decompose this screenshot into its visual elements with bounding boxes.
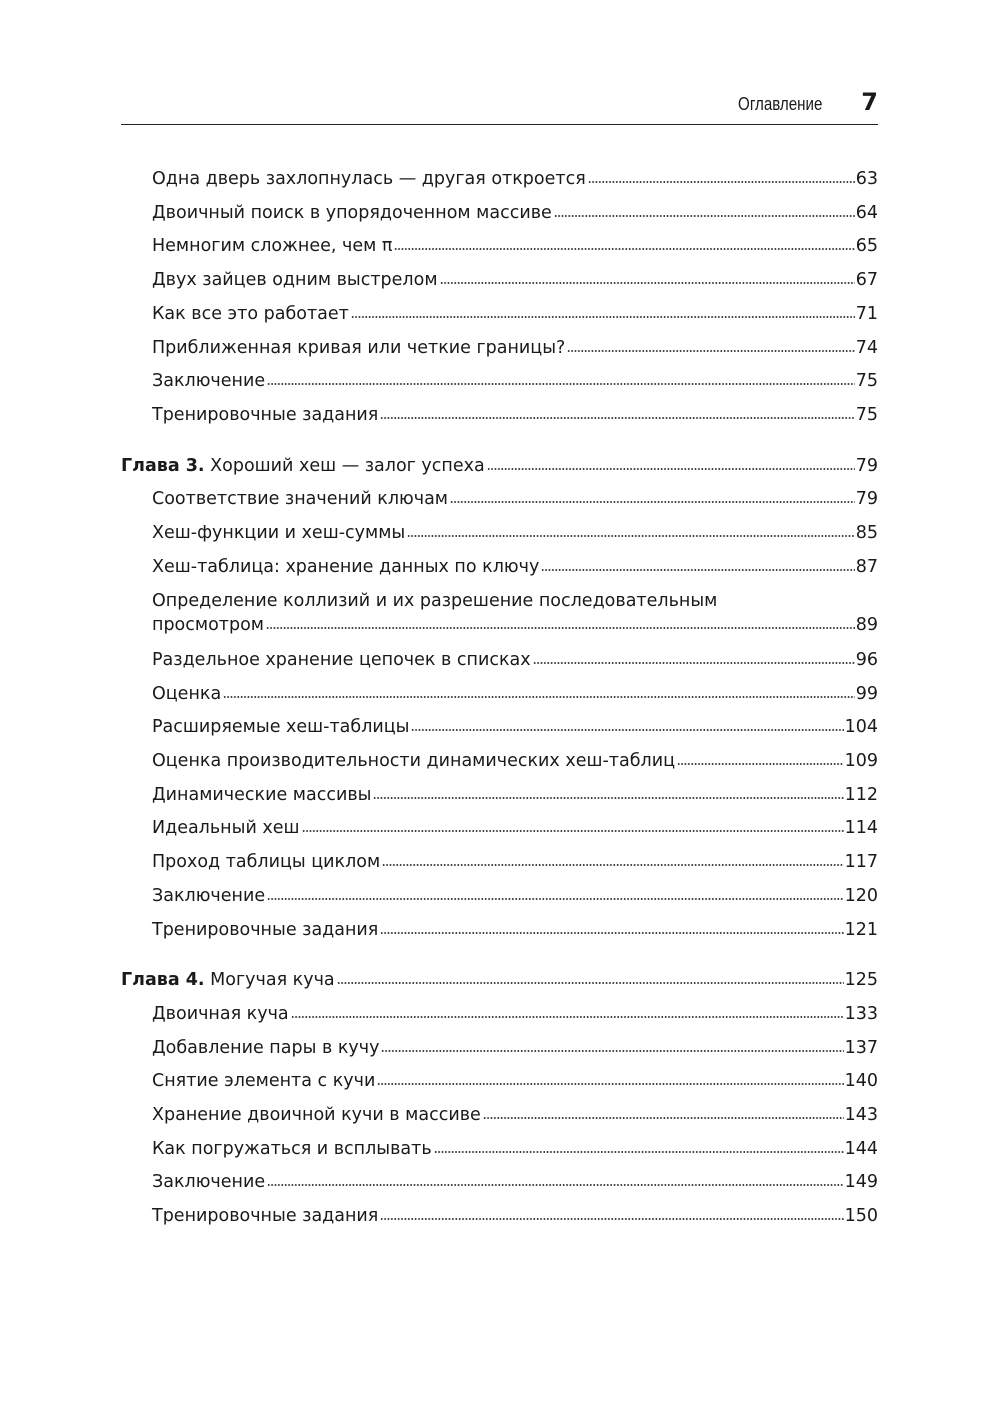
leader-dots [223, 696, 855, 698]
leader-dots [377, 1083, 843, 1085]
toc-entry-page: 109 [844, 751, 878, 771]
toc-entry-page: 104 [844, 717, 878, 737]
toc-entry-title: Хеш-функции и хеш-суммы [152, 523, 406, 543]
toc-entry-page: 96 [855, 650, 878, 670]
toc-chapter-entry[interactable] [121, 968, 878, 992]
toc-entry-title: Раздельное хранение цепочек в списках [152, 650, 531, 670]
leader-dots [440, 282, 855, 284]
toc-entry-page: 71 [855, 304, 878, 324]
chapter-prefix: Глава 4. [121, 970, 205, 990]
toc-entry[interactable] [152, 589, 878, 637]
toc-entry-page: 79 [855, 489, 878, 509]
leader-dots [380, 1218, 843, 1220]
toc-entry[interactable] [152, 1036, 878, 1060]
toc-entry[interactable] [152, 682, 878, 706]
toc-entry-title: Добавление пары в кучу [152, 1038, 380, 1058]
toc-entry[interactable] [152, 234, 878, 258]
toc-entry-page: 63 [855, 169, 878, 189]
page-header [121, 86, 878, 125]
toc-entry-page: 67 [855, 270, 878, 290]
toc-entry-page: 85 [855, 523, 878, 543]
leader-dots [267, 898, 843, 900]
toc-entry[interactable] [152, 369, 878, 393]
leader-dots [567, 350, 854, 352]
toc-entry[interactable] [152, 749, 878, 773]
toc-entry-title: Тренировочные задания [152, 920, 379, 940]
toc-entry[interactable] [152, 521, 878, 545]
toc-entry-page: 125 [844, 970, 878, 990]
toc-entry-page: 65 [855, 236, 878, 256]
toc-entry-title: Двоичная куча [152, 1004, 289, 1024]
leader-dots [394, 248, 854, 250]
toc-entry-title: Приближенная кривая или четкие границы? [152, 338, 566, 358]
toc-entry-title: Заключение [152, 371, 266, 391]
toc-entry[interactable] [152, 336, 878, 360]
leader-dots [380, 932, 843, 934]
leader-dots [407, 535, 854, 537]
leader-dots [483, 1117, 844, 1119]
toc-entry-page: 120 [844, 886, 878, 906]
leader-dots [380, 417, 854, 419]
toc-entry[interactable] [152, 715, 878, 739]
toc-entry[interactable] [152, 302, 878, 326]
toc-entry-page: 137 [844, 1038, 878, 1058]
toc-entry-page: 99 [855, 684, 878, 704]
toc-entry-title [121, 968, 335, 992]
toc-entry-page: 89 [855, 615, 878, 635]
toc-entry[interactable] [152, 403, 878, 427]
toc-entry-title: Расширяемые хеш-таблицы [152, 717, 410, 737]
toc-entry-page: 64 [855, 203, 878, 223]
toc-entry-page: 87 [855, 557, 878, 577]
toc-entry[interactable] [152, 648, 878, 672]
toc-entry-page: 149 [844, 1172, 878, 1192]
toc-entry-page: 114 [844, 818, 878, 838]
toc-entry[interactable] [152, 1002, 878, 1026]
leader-dots [533, 662, 855, 664]
leader-dots [267, 1184, 843, 1186]
toc-entry-title: Заключение [152, 1172, 266, 1192]
leader-dots [302, 830, 844, 832]
leader-dots [382, 864, 843, 866]
toc-entry-title: Двух зайцев одним выстрелом [152, 270, 438, 290]
leader-dots [266, 627, 855, 629]
toc-entry-title: Тренировочные задания [152, 405, 379, 425]
toc-entry-title-line2: просмотром [152, 615, 264, 635]
toc-entry-title: Соответствие значений ключам [152, 489, 449, 509]
toc-entry[interactable] [152, 816, 878, 840]
toc-entry[interactable] [152, 884, 878, 908]
leader-dots [541, 569, 854, 571]
toc-entry-title: Как все это работает [152, 304, 349, 324]
leader-dots [337, 982, 844, 984]
leader-dots [450, 501, 855, 503]
toc-entry[interactable] [152, 1069, 878, 1093]
toc-entry-title: Двоичный поиск в упорядоченном массиве [152, 203, 552, 223]
toc-entry-page: 133 [844, 1004, 878, 1024]
toc-entry-page: 74 [855, 338, 878, 358]
leader-dots [434, 1151, 844, 1153]
toc-entry-page: 121 [844, 920, 878, 940]
toc-entry-title: Хранение двоичной кучи в массиве [152, 1105, 481, 1125]
chapter-prefix: Глава 3. [121, 456, 205, 476]
leader-dots [291, 1016, 844, 1018]
toc-entry-page: 150 [844, 1206, 878, 1226]
toc-entry-title: Снятие элемента с кучи [152, 1071, 376, 1091]
toc-entry[interactable] [152, 1170, 878, 1194]
toc-entry-page: 75 [855, 405, 878, 425]
toc-entry[interactable] [152, 167, 878, 191]
toc-entry-page: 117 [844, 852, 878, 872]
leader-dots [267, 383, 855, 385]
toc-entry-title [121, 454, 485, 478]
running-title: Оглавление [737, 94, 822, 114]
page-number: 7 [861, 88, 878, 116]
toc-entry[interactable] [152, 783, 878, 807]
toc-entry-page: 144 [844, 1139, 878, 1159]
toc-entry-page: 79 [855, 456, 878, 476]
leader-dots [677, 763, 844, 765]
leader-dots [351, 316, 855, 318]
toc-entry-page: 75 [855, 371, 878, 391]
toc-entry[interactable] [152, 555, 878, 579]
toc-entry-title: Динамические массивы [152, 785, 372, 805]
leader-dots [381, 1050, 843, 1052]
leader-dots [373, 797, 843, 799]
toc-entry-title: Немногим сложнее, чем π [152, 236, 393, 256]
toc-entry-title: Тренировочные задания [152, 1206, 379, 1226]
toc-entry[interactable] [152, 1103, 878, 1127]
toc-entry[interactable] [152, 201, 878, 225]
toc-entry[interactable] [152, 918, 878, 942]
toc-entry-title: Одна дверь захлопнулась — другая откроется [152, 169, 586, 189]
leader-dots [554, 215, 855, 217]
toc-entry[interactable] [152, 850, 878, 874]
toc-chapter-entry[interactable] [121, 454, 878, 478]
toc-entry-title: Оценка [152, 684, 222, 704]
toc-entry-title: Идеальный хеш [152, 818, 300, 838]
chapter-title: Могучая куча [210, 970, 335, 990]
toc-entry[interactable] [152, 1204, 878, 1228]
leader-dots [487, 468, 855, 470]
toc-entry-page: 143 [844, 1105, 878, 1125]
toc-entry[interactable] [152, 487, 878, 511]
toc-entry-title: Проход таблицы циклом [152, 852, 381, 872]
chapter-title: Хороший хеш — залог успеха [210, 456, 485, 476]
toc-entry[interactable] [152, 1137, 878, 1161]
toc-entry-title-line1: Определение коллизий и их разрешение последовательным [152, 591, 718, 611]
toc-entry-title: Как погружаться и всплывать [152, 1139, 432, 1159]
leader-dots [588, 181, 855, 183]
toc-entry-page: 112 [844, 785, 878, 805]
toc-entry-page: 140 [844, 1071, 878, 1091]
toc-entry-title: Оценка производительности динамических хеш-таблиц [152, 751, 675, 771]
leader-dots [411, 729, 843, 731]
toc-entry-title: Заключение [152, 886, 266, 906]
toc-entry-title: Хеш-таблица: хранение данных по ключу [152, 557, 540, 577]
toc-entry[interactable] [152, 268, 878, 292]
